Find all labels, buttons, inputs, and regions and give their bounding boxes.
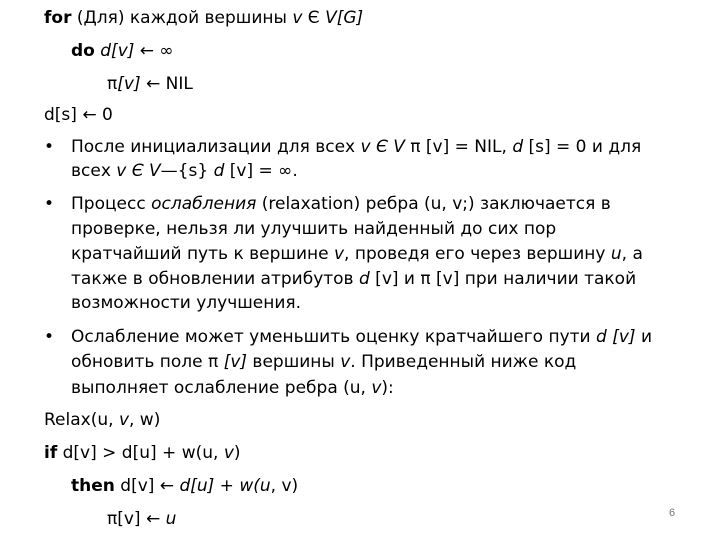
math: v (340, 352, 351, 372)
code-text: , w) (129, 410, 161, 430)
keyword-for: for (44, 8, 72, 28)
bullet2-line2 (71, 219, 556, 239)
text: Процесс (71, 194, 152, 214)
math: d (213, 161, 225, 181)
code-text: d[v] ← (114, 476, 180, 496)
code-line-for (44, 8, 363, 28)
text: всех (71, 161, 117, 181)
code-var: v (118, 410, 129, 430)
keyword-if: if (44, 443, 58, 463)
code-expr: d[u] + w(u (179, 476, 271, 496)
code-line-ds (44, 105, 113, 125)
bullet2-line5 (71, 293, 301, 313)
code-text: d[v] > d[u] + w(u, (57, 443, 224, 463)
code-pi: π (107, 74, 118, 94)
bullet-marker: • (44, 327, 55, 347)
bullet-marker: • (44, 137, 55, 157)
code-var: u (165, 509, 177, 529)
text: обновить поле π (71, 352, 224, 372)
code-symbol: Є (302, 8, 326, 28)
math: v (333, 244, 345, 264)
code-line-then (71, 476, 298, 496)
math: d (358, 269, 370, 289)
math: d [v] (596, 327, 636, 347)
text: вершины (247, 352, 341, 372)
bullet1-line2 (71, 161, 298, 181)
math: v (371, 378, 382, 398)
math: v Є V (360, 137, 405, 157)
code-var: v (223, 443, 234, 463)
code-expr: [v] (117, 74, 141, 94)
math: [v] (223, 352, 248, 372)
bullet2-line1 (71, 194, 611, 214)
code-text: ) (233, 443, 241, 463)
text: , а (621, 244, 643, 264)
bullet2-line3 (71, 244, 643, 264)
bullet3-line2 (71, 352, 576, 372)
emphasis: ослабления (151, 194, 257, 214)
text: кратчайший путь к вершине (71, 244, 334, 264)
text: (relaxation) ребра (u, v;) заключается в (256, 194, 611, 214)
bullet3-line3 (71, 378, 394, 398)
code-assign: ← NIL (140, 74, 193, 94)
code-text: d[s] ← 0 (44, 105, 113, 125)
text: . Приведенный ниже код (350, 352, 577, 372)
code-text: (Для) каждой вершины (71, 8, 293, 28)
text: выполняет ослабление ребра (u, (71, 378, 372, 398)
text: также в обновлении атрибутов (71, 269, 359, 289)
text: [s] = 0 и для (523, 137, 642, 157)
bullet1-line1 (71, 137, 641, 157)
code-line-pi (107, 74, 193, 94)
code-text: Relax(u, (44, 410, 119, 430)
bullet3-line1 (71, 327, 652, 347)
text: [v] = ∞. (224, 161, 298, 181)
text: и (635, 327, 652, 347)
keyword-then: then (71, 476, 115, 496)
math: v Є V (116, 161, 161, 181)
text: После инициализации для всех (71, 137, 361, 157)
text: возможности улучшения. (71, 293, 302, 313)
text: Ослабление может уменьшить оценку кратчайшего пути (71, 327, 597, 347)
code-expr: d[v] ← ∞ (100, 41, 174, 61)
page-number: 6 (669, 507, 676, 519)
code-line-if (44, 443, 241, 463)
text: проверке, нельзя ли улучшить найденный до сих пор (71, 219, 557, 239)
bullet2-line4 (71, 269, 636, 289)
text: π [v] = NIL, (404, 137, 513, 157)
code-text: , v) (270, 476, 299, 496)
keyword-do: do (71, 41, 95, 61)
text: —{s} (160, 161, 214, 181)
code-line-do (71, 41, 174, 61)
code-line-pi-assign (107, 509, 176, 529)
code-line-relax (44, 410, 160, 430)
math: d (512, 137, 524, 157)
code-text: π[v] ← (107, 509, 166, 529)
bullet-marker: • (44, 194, 55, 214)
text: ): (381, 378, 394, 398)
code-var: v (292, 8, 303, 28)
math: u (610, 244, 622, 264)
code-set: V[G] (325, 8, 364, 28)
text: , проведя его через вершину (344, 244, 611, 264)
text: [v] и π [v] при наличии такой (369, 269, 637, 289)
